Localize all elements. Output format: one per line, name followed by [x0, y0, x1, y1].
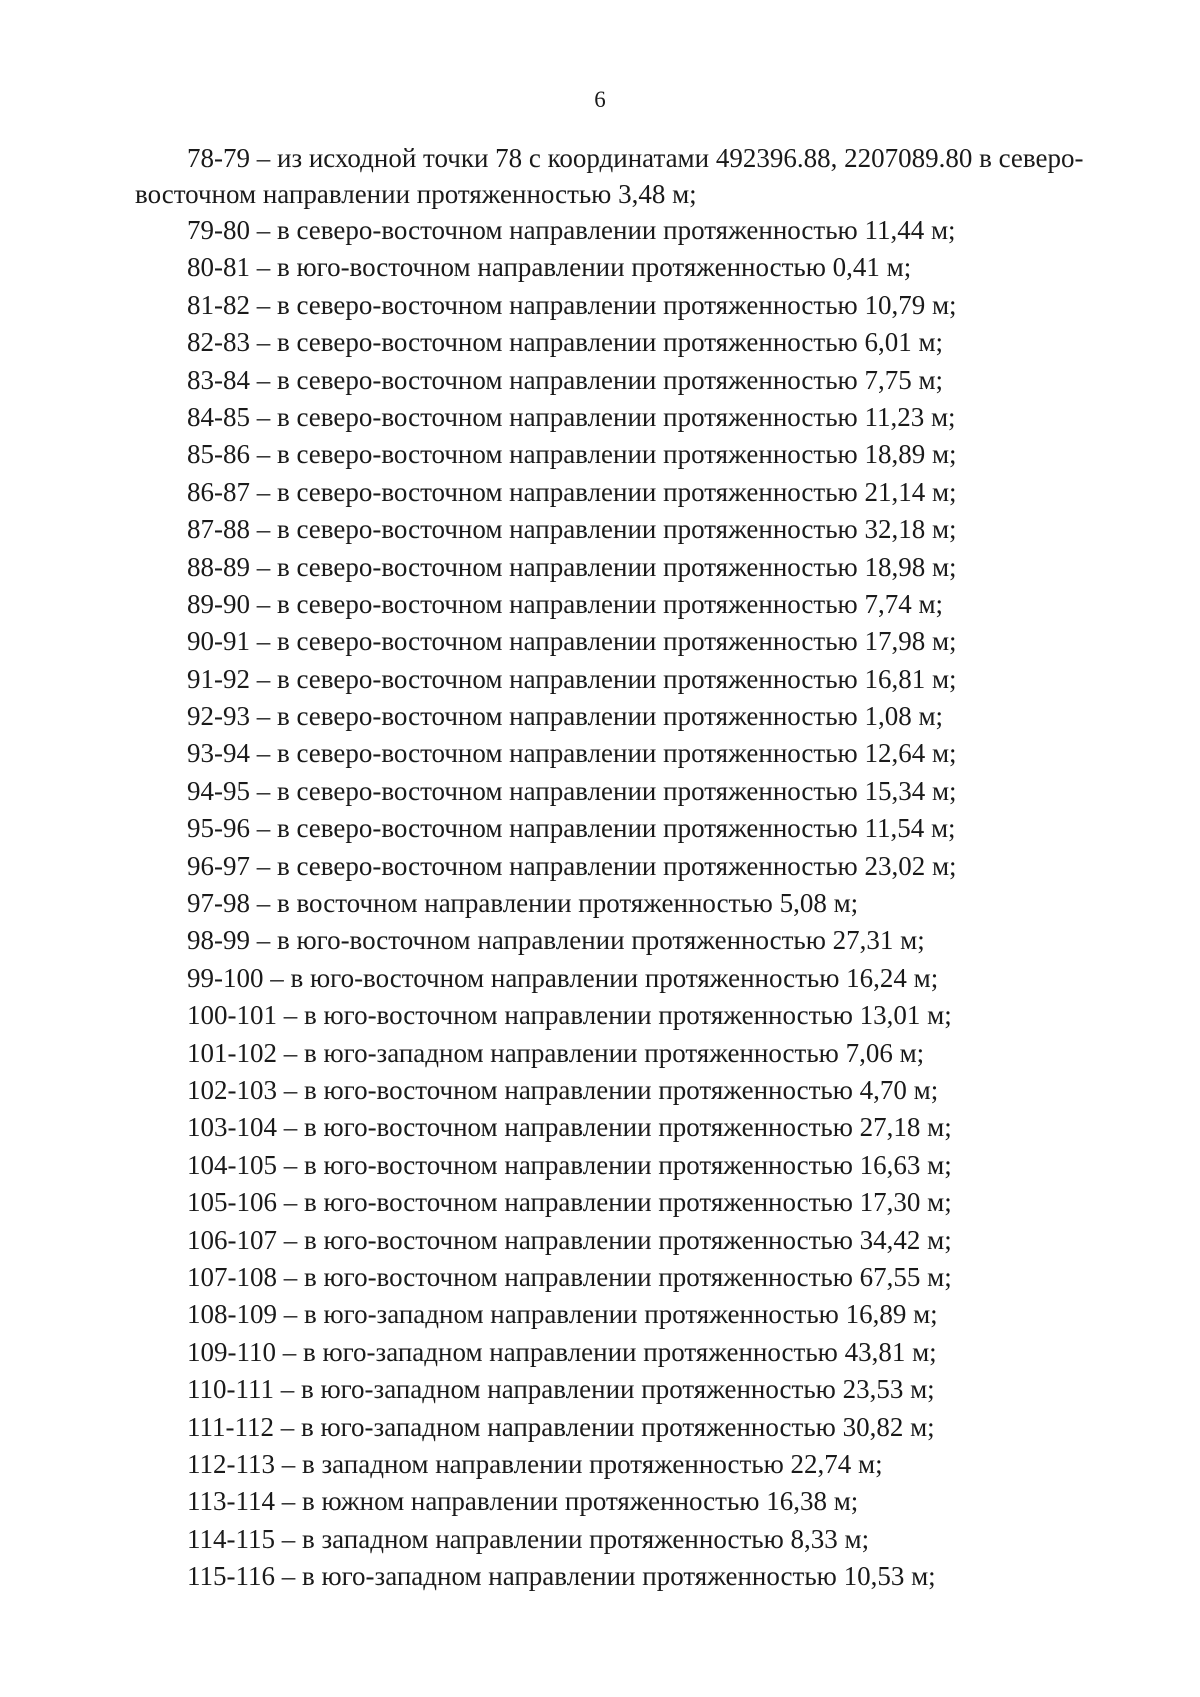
segment-item: 115-116 – в юго-западном направлении протяженностью 10,53 м;	[187, 1561, 936, 1592]
segment-item: 100-101 – в юго-восточном направлении протяженностью 13,01 м;	[187, 1000, 952, 1031]
segment-item: 96-97 – в северо-восточном направлении протяженностью 23,02 м;	[187, 850, 957, 881]
segment-item: 104-105 – в юго-восточном направлении протяженностью 16,63 м;	[187, 1149, 952, 1180]
intro-line-1: 78-79 – из исходной точки 78 с координатами 492396.88, 2207089.80 в северо-	[187, 143, 1084, 173]
segment-item: 86-87 – в северо-восточном направлении протяженностью 21,14 м;	[187, 476, 957, 507]
page-number: 6	[594, 87, 606, 112]
segment-item: 99-100 – в юго-восточном направлении протяженностью 16,24 м;	[187, 962, 939, 993]
intro-line-2: восточном направлении протяженностью 3,48 м;	[135, 179, 697, 209]
segment-item: 89-90 – в северо-восточном направлении протяженностью 7,74 м;	[187, 588, 944, 619]
segment-item: 101-102 – в юго-западном направлении протяженностью 7,06 м;	[187, 1037, 925, 1068]
segment-item: 92-93 – в северо-восточном направлении протяженностью 1,08 м;	[187, 701, 944, 732]
segment-item: 94-95 – в северо-восточном направлении протяженностью 15,34 м;	[187, 775, 957, 806]
segment-item: 108-109 – в юго-западном направлении протяженностью 16,89 м;	[187, 1299, 938, 1330]
segment-list	[135, 212, 1135, 1595]
segment-item: 111-112 – в юго-западном направлении протяженностью 30,82 м;	[187, 1411, 935, 1442]
segment-item: 90-91 – в северо-восточном направлении протяженностью 17,98 м;	[187, 626, 957, 657]
segment-item: 109-110 – в юго-западном направлении протяженностью 43,81 м;	[187, 1336, 937, 1367]
segment-item: 84-85 – в северо-восточном направлении протяженностью 11,23 м;	[187, 401, 956, 432]
segment-item: 81-82 – в северо-восточном направлении протяженностью 10,79 м;	[187, 289, 957, 320]
segment-item: 79-80 – в северо-восточном направлении протяженностью 11,44 м;	[187, 215, 956, 245]
segment-item: 102-103 – в юго-восточном направлении протяженностью 4,70 м;	[187, 1074, 939, 1105]
segment-item: 91-92 – в северо-восточном направлении протяженностью 16,81 м;	[187, 663, 957, 694]
segment-item: 95-96 – в северо-восточном направлении протяженностью 11,54 м;	[187, 813, 956, 844]
segment-item: 97-98 – в восточном направлении протяженностью 5,08 м;	[187, 888, 859, 919]
segment-item: 93-94 – в северо-восточном направлении протяженностью 12,64 м;	[187, 738, 957, 769]
segment-item: 107-108 – в юго-восточном направлении протяженностью 67,55 м;	[187, 1261, 952, 1292]
segment-item: 88-89 – в северо-восточном направлении протяженностью 18,98 м;	[187, 551, 957, 582]
document-body	[135, 140, 1135, 1595]
segment-item: 83-84 – в северо-восточном направлении протяженностью 7,75 м;	[187, 364, 944, 395]
segment-item: 113-114 – в южном направлении протяженностью 16,38 м;	[187, 1486, 859, 1517]
segment-item: 82-83 – в северо-восточном направлении протяженностью 6,01 м;	[187, 327, 944, 358]
segment-item: 105-106 – в юго-восточном направлении протяженностью 17,30 м;	[187, 1187, 952, 1218]
segment-item: 85-86 – в северо-восточном направлении протяженностью 18,89 м;	[187, 439, 957, 470]
segment-item: 114-115 – в западном направлении протяженностью 8,33 м;	[187, 1523, 870, 1554]
segment-item: 103-104 – в юго-восточном направлении протяженностью 27,18 м;	[187, 1112, 952, 1143]
segment-item: 87-88 – в северо-восточном направлении протяженностью 32,18 м;	[187, 514, 957, 545]
segment-item: 98-99 – в юго-восточном направлении протяженностью 27,31 м;	[187, 925, 925, 956]
segment-item: 110-111 – в юго-западном направлении протяженностью 23,53 м;	[187, 1374, 935, 1405]
segment-item: 80-81 – в юго-восточном направлении протяженностью 0,41 м;	[187, 252, 912, 283]
segment-item: 112-113 – в западном направлении протяженностью 22,74 м;	[187, 1448, 883, 1479]
segment-item: 106-107 – в юго-восточном направлении протяженностью 34,42 м;	[187, 1224, 952, 1255]
